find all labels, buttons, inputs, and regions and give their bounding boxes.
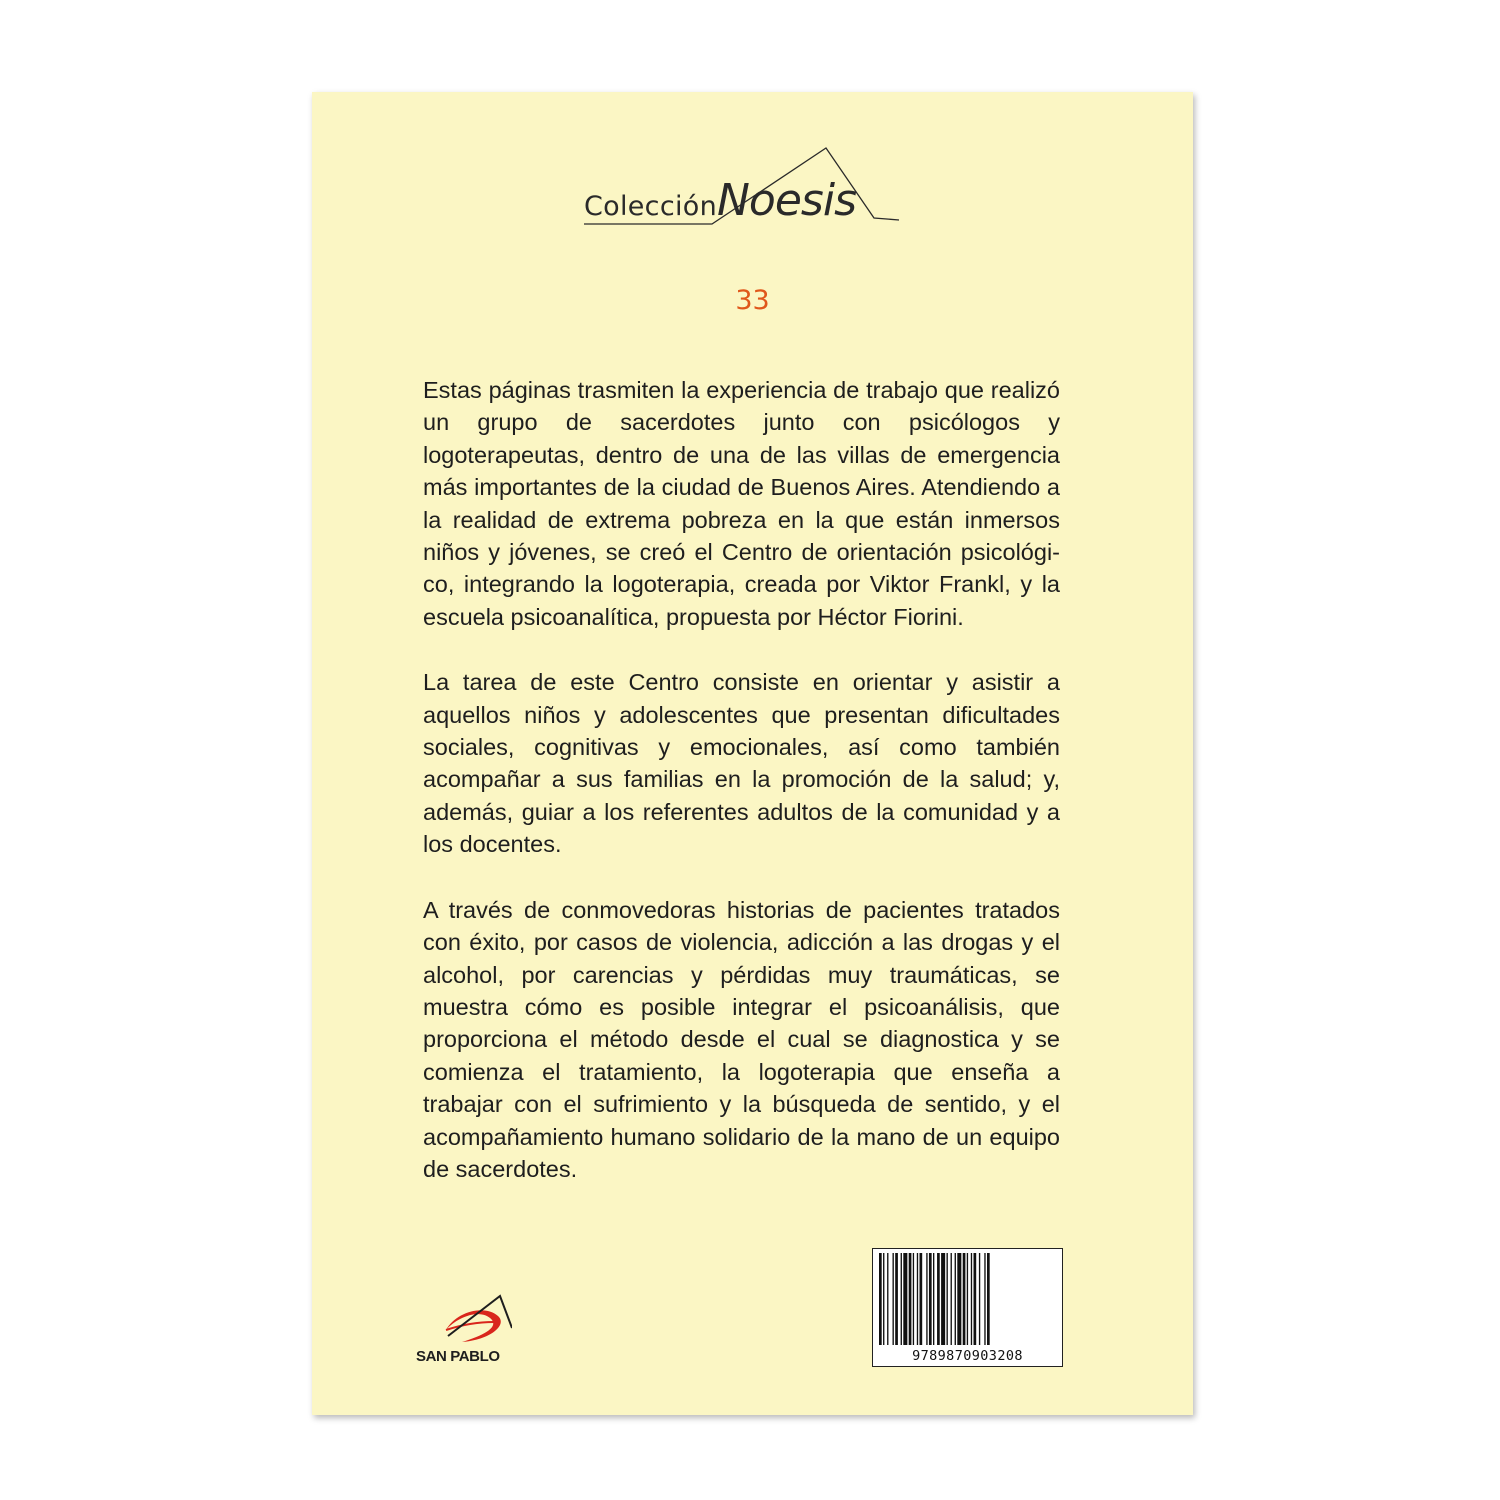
series-header — [584, 144, 904, 234]
barcode-bars — [877, 1253, 1058, 1345]
book-back-cover — [312, 92, 1193, 1415]
publisher-name: SAN PABLO — [416, 1348, 500, 1365]
isbn-barcode — [872, 1248, 1063, 1367]
blurb-paragraph-1: Estas páginas trasmiten la experiencia de trabajo que realizó un grupo de sacerdotes junto con psicólogos y logoterapeutas, dentro de una de las villas de emergencia más importantes de la ciudad de Buenos Aires. Atendiendo a la realidad de extrema pobreza en la que están inmersos niños y jóvenes, se creó el Centro de orientación psicológi-co, integrando la logoterapia, creada por Viktor Frankl, y la escuela psicoanalítica, propuesta por Héctor Fiorini. — [423, 377, 1060, 630]
series-prefix: Colección — [584, 191, 718, 222]
blurb-paragraph-2: La tarea de este Centro consiste en orientar y asistir a aquellos niños y adolescentes que presentan dificultades sociales, cognitivas y emocionales, así como también acompañar a sus familias en la promoción de la salud; y, además, guiar a los referentes adultos de la comunidad y a los docentes. — [423, 669, 1060, 858]
publisher-logo — [412, 1292, 512, 1368]
blurb-text — [423, 374, 1060, 1218]
volume-number: 33 — [735, 285, 770, 316]
blurb-paragraph-3: A través de conmovedoras historias de pacientes tratados con éxito, por casos de violencia, adicción a las drogas y el alcohol, por carencias y pérdidas muy traumáticas, se muestra cómo es posible integrar el psicoanálisis, que proporciona el método desde el cual se diagnostica y se comienza el tratamiento, la logoterapia que enseña a trabajar con el sufrimiento y la búsqueda de sentido, y el acompañamiento humano solidario de la mano de un equipo de sacerdotes. — [423, 896, 1060, 1182]
series-title — [584, 175, 856, 226]
isbn-number: 9789870903208 — [912, 1348, 1023, 1364]
san-pablo-swoosh-icon — [412, 1292, 512, 1352]
series-name: Noesis — [717, 175, 856, 226]
